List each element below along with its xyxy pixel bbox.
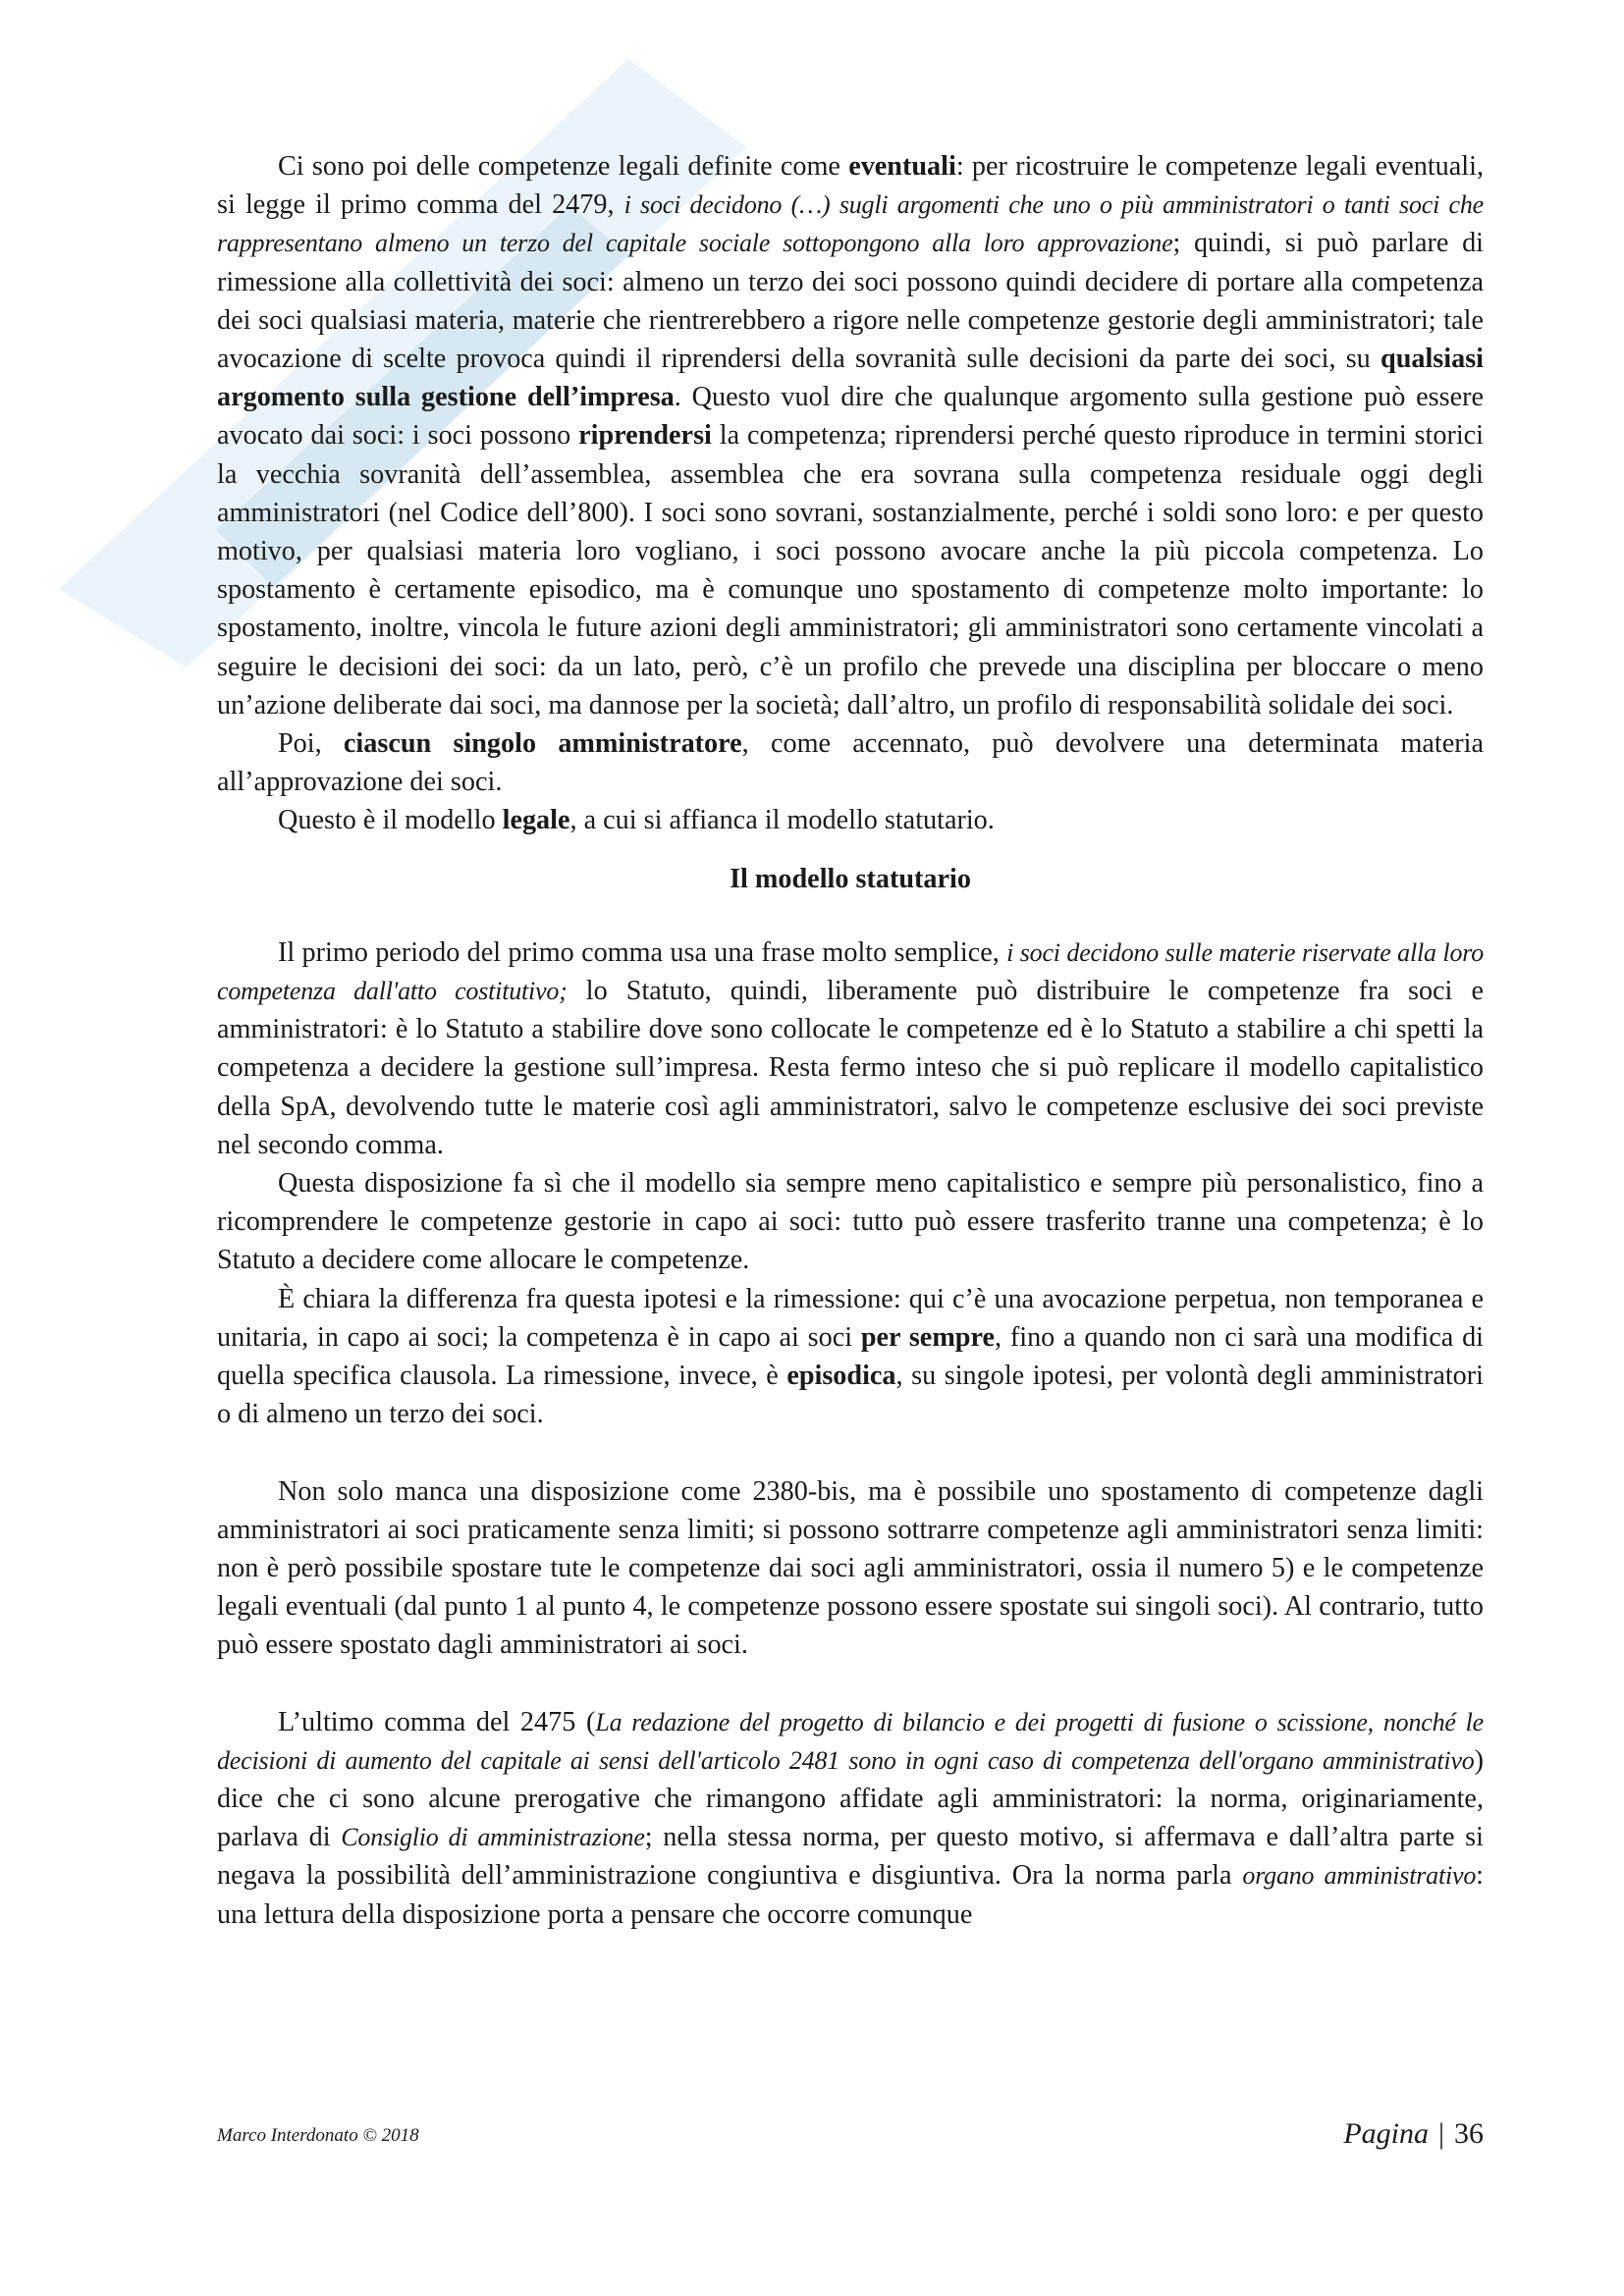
text-run: , come accennato, può devolvere una determinata materia all’approvazione dei soci.	[217, 728, 1484, 798]
bold-text: ciascun singolo amministratore	[343, 728, 742, 760]
page-indicator	[1343, 2117, 1484, 2151]
paragraph	[217, 801, 1484, 839]
paragraph	[217, 724, 1484, 801]
text-run: Il primo periodo del primo comma usa una frase molto semplice,	[278, 936, 1007, 968]
text-run: ) dice che ci sono alcune prerogative che rimangono affidate agli amministratori: la norma, originariamente, parlava di	[217, 1744, 1484, 1853]
paragraph	[217, 1164, 1484, 1280]
paragraph	[217, 1280, 1484, 1434]
bold-text: episodica	[786, 1361, 896, 1392]
text-run: : per ricostruire le competenze legali eventuali, si legge il primo comma del 2479,	[217, 151, 1484, 221]
text-run: , su singole ipotesi, per volontà degli amministratori o di almeno un terzo dei soci.	[217, 1361, 1484, 1430]
text-run: Il modello statutario	[730, 863, 971, 894]
text-run: ; nella stessa norma, per questo motivo, si affermava e dall’altra parte si negava la possibilità dell’amministrazione congiuntiva e disgiuntiva. Ora la norma parla	[217, 1822, 1484, 1892]
section-heading	[217, 860, 1484, 898]
italic-quote: La redazione del progetto di bilancio e dei progetti di fusione o scissione, nonché le decisioni di aumento del capitale ai sensi dell'articolo 2481 sono in ogni caso di competenza dell'organo amministrativo	[217, 1707, 1484, 1775]
text-run: . Questo vuol dire che qualunque argomento sulla gestione può essere avocato dai soci: i soci possono	[217, 382, 1485, 452]
text-run: la competenza; riprendersi perché questo riproduce in termini storici la vecchia sovranità dell’assemblea, assemblea che era sovrana sulla competenza residuale oggi degli amministratori (nel Codice dell’800). I soci sono sovrani, sostanzialmente, perché i soldi sono loro: e per questo motivo, per qualsiasi materia loro vogliano, i soci possono avocare anche la più piccola competenza. Lo spostamento è certamente episodico, ma è comunque uno spostamento di competenze molto importante: lo spostamento, inoltre, vincola le future azioni degli amministratori; gli amministratori sono certamente vincolati a seguire le decisioni dei soci: da un lato, però, c’è un profilo che prevede una disciplina per bloccare o meno un’azione deliberate dai soci, ma dannose per la società; dall’altro, un profilo di responsabilità solidale dei soci.	[217, 420, 1485, 721]
text-run: : una lettura della disposizione porta a pensare che occorre comunque	[217, 1860, 1484, 1930]
bold-text: qualsiasi argomento sulla gestione dell’impresa	[217, 344, 1484, 413]
bold-text: eventuali	[848, 151, 956, 182]
text-run: ; quindi, si può parlare di rimessione alla collettività dei soci: almeno un terzo dei soci possono quindi decidere di portare alla competenza dei soci qualsiasi materia, materie che rientrerebbero a rigore nelle competenze gestorie degli amministratori; tale avocazione di scelte provoca quindi il riprendersi della sovranità sulle decisioni da parte dei soci, su	[217, 228, 1484, 375]
footer-author: Marco Interdonato © 2018	[217, 2125, 419, 2146]
text-run: Questa disposizione fa sì che il modello sia sempre meno capitalistico e sempre più personalistico, fino a ricomprendere le competenze gestorie in capo ai soci: tutto può essere trasferito tranne una competenza; è lo Statuto a decidere come allocare le competenze.	[217, 1168, 1484, 1276]
italic-quote: i soci decidono sulle materie riservate alla loro competenza dall'atto costitutivo;	[217, 937, 1484, 1006]
page-body	[217, 147, 1484, 1934]
paragraph	[217, 1703, 1484, 1934]
bold-text: riprendersi	[578, 420, 712, 452]
text-run: L’ultimo comma del 2475 (	[278, 1706, 596, 1737]
italic-quote: i soci decidono (…) sugli argomenti che uno o più amministratori o tanti soci che rappresentano almeno un terzo del capitale sociale sottopongono alla loro approvazione	[217, 190, 1484, 258]
italic-quote: Consiglio di amministrazione	[341, 1823, 645, 1852]
paragraph	[217, 1472, 1484, 1665]
paragraph	[217, 934, 1484, 1164]
text-run: , fino a quando non ci sarà una modifica di quella specifica clausola. La rimessione, invece, è	[217, 1321, 1484, 1392]
bold-text: legale	[502, 805, 570, 836]
text-run: Poi,	[278, 728, 344, 760]
text-run: Ci sono poi delle competenze legali definite come	[278, 151, 849, 182]
text-run: lo Statuto, quindi, liberamente può distribuire le competenze fra soci e amministratori: è lo Statuto a stabilire dove sono collocate le competenze ed è lo Statuto a stabilire a chi spetti la competenza a decidere la gestione sull’impresa. Resta fermo inteso che si può replicare il modello capitalistico della SpA, devolvendo tutte le materie così agli amministratori, salvo le competenze esclusive dei soci previste nel secondo comma.	[217, 976, 1484, 1160]
text-run: È chiara la differenza fra questa ipotesi e la rimessione: qui c’è una avocazione perpetua, non temporanea e unitaria, in capo ai soci; la competenza è in capo ai soci	[217, 1283, 1484, 1353]
bold-text: per sempre	[860, 1321, 995, 1353]
text-run: , a cui si affianca il modello statutario.	[569, 805, 995, 836]
text-run: Questo è il modello	[278, 805, 503, 836]
page-label: Pagina	[1343, 2117, 1429, 2150]
page-footer	[217, 2117, 1484, 2157]
page-separator: |	[1437, 2117, 1444, 2150]
italic-quote: organo amministrativo	[1242, 1861, 1477, 1891]
page-number: 36	[1454, 2117, 1484, 2150]
text-run: Non solo manca una disposizione come 2380-bis, ma è possibile uno spostamento di competenze dagli amministratori ai soci praticamente senza limiti; si possono sottrarre competenze agli amministratori senza limiti: non è però possibile spostare tute le competenze dai soci agli amministratori, ossia il numero 5) e le competenze legali eventuali (dal punto 1 al punto 4, le competenze possono essere spostate sui singoli soci). Al contrario, tutto può essere spostato dagli amministratori ai soci.	[217, 1475, 1484, 1661]
paragraph	[217, 147, 1484, 724]
